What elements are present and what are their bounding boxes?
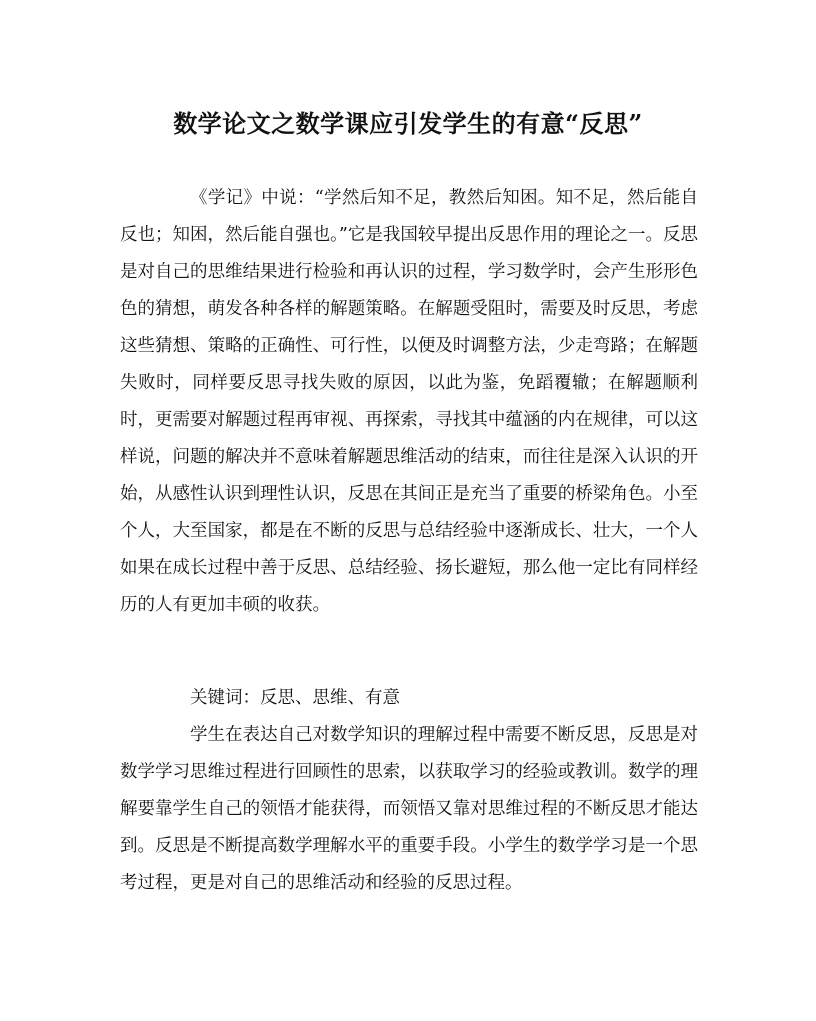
body-paragraph-1: 《学记》中说：“学然后知不足，教然后知困。知不足，然后能自反也；知困，然后能自强也。”它是我国较早提出反思作用的理论之一。反思是对自己的思维结果进行检验和再认识的过程，学习数学时，会产生形形色色的猜想，萌发各种各样的解题策略。在解题受阻时，需要及时反思，考虑这些猜想、策略的正确性、可行性，以便及时调整方法，少走弯路；在解题失败时，同样要反思寻找失败的原因，以此为鉴，免蹈覆辙；在解题顺利时，更需要对解题过程再审视、再探索，寻找其中蕴涵的内在规律，可以这样说，问题的解决并不意味着解题思维活动的结束，而往往是深入认识的开始，从感性认识到理性认识，反思在其间正是充当了重要的桥梁角色。小至个人，大至国家，都是在不断的反思与总结经验中逐渐成长、壮大，一个人如果在成长过程中善于反思、总结经验、扬长避短，那么他一定比有同样经历的人有更加丰硕的收获。 <box>120 188 698 615</box>
body-paragraph-2: 学生在表达自己对数学知识的理解过程中需要不断反思，反思是对数学学习思维过程进行回顾性的思索，以获取学习的经验或教训。数学的理解要靠学生自己的领悟才能获得，而领悟又靠对思维过程的不断反思才能达到。反思是不断提高数学理解水平的重要手段。小学生的数学学习是一个思考过程，更是对自己的思维活动和经验的反思过程。 <box>120 725 698 893</box>
document-title: 数学论文之数学课应引发学生的有意“反思” <box>173 109 643 138</box>
keywords-line: 关键词：反思、思维、有意 <box>190 688 400 708</box>
